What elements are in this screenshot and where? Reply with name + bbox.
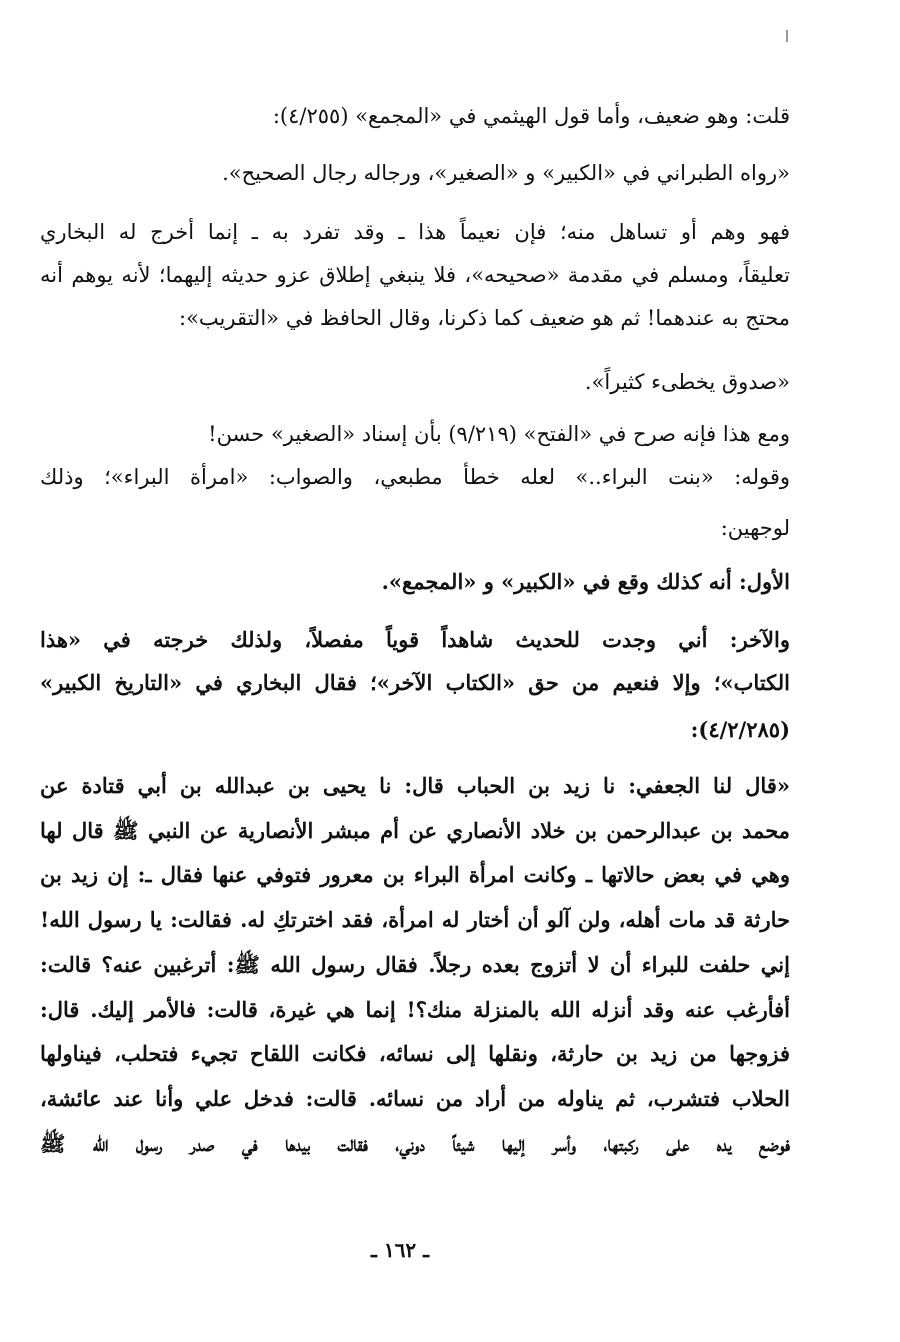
- hadith-line-8: الحلاب فتشرب، ثم يناوله من أراد من نسائه. قالت: فدخل علي وأنا عند عائشة،: [40, 1086, 790, 1111]
- hadith-line-5: إني حلفت للبراء أن لا أتزوج بعده رجلاً. فقال رسول الله ﷺ: أترغبين عنه؟ قالت:: [40, 952, 790, 977]
- point-second-line-2: الكتاب»؛ وإلا فنعيم من حق «الكتاب الآخر»؛ فقال البخاري في «التاريخ الكبير»: [40, 670, 790, 695]
- hadith-line-1: «قال لنا الجعفي: نا زيد بن الحباب قال: نا يحيى بن عبدالله بن أبي قتادة عن: [40, 773, 790, 798]
- hadith-line-2: محمد بن عبدالرحمن بن خلاد الأنصاري عن أم مبشر الأنصارية عن النبي ﷺ قال لها: [40, 818, 790, 843]
- point-second-line-3: (٤/٢/٢٨٥):: [690, 717, 790, 742]
- hadith-line-9: فوضع يده على ركبتها، وأسر إليها شيئاً دوني، فقالت بيدها في صدر رسول الله ﷺ: [40, 1131, 790, 1156]
- hadith-line-7: فزوجها من زيد بن حارثة، ونقلها إلى نسائه، فكانت اللقاح تجيء فتحلب، فيناولها: [40, 1041, 790, 1066]
- point-second-line-1: والآخر: أني وجدت للحديث شاهداً قوياً مفصلاً، ولذلك خرجته في «هذا: [40, 627, 790, 652]
- hadith-line-6: أفأرغب عنه وقد أنزله الله بالمنزلة منك؟! إنما هي غيرة، قالت: فالأمر إليك. قال:: [40, 997, 790, 1022]
- text-line-6: ومع هذا فإنه صرح في «الفتح» (٩/٢١٩) بأن إسناد «الصغير» حسن!: [208, 422, 790, 446]
- text-line-5: محتج به عندهما! ثم هو ضعيف كما ذكرنا، وقال الحافظ في «التقريب»:: [179, 306, 790, 330]
- hadith-line-3: وهي في بعض حالاتها ـ وكانت امرأة البراء بن معرور فتوفي عنها فقال ـ: إن زيد بن: [40, 862, 790, 887]
- text-line-4: تعليقاً، ومسلم في مقدمة «صحيحه»، فلا ينبغي إطلاق عزو حديثه إليهما؛ لأنه يوهم أنه: [40, 263, 790, 287]
- corner-mark: [786, 30, 788, 42]
- text-line-7: وقوله: «بنت البراء..» لعله خطأ مطبعي، والصواب: «امرأة البراء»؛ وذلك: [40, 465, 790, 489]
- text-line-3: فهو وهم أو تساهل منه؛ فإن نعيماً هذا ـ وقد تفرد به ـ إنما أخرج له البخاري: [40, 220, 790, 244]
- page-number: ـ ١٦٢ ـ: [371, 1238, 429, 1262]
- text-line-2: «رواه الطبراني في «الكبير» و «الصغير»، ورجاله رجال الصحيح».: [222, 161, 790, 185]
- hadith-line-4: حارثة قد مات أهله، ولن آلو أن أختار له امرأة، فقد اخترتكِ له. فقالت: يا رسول الله!: [40, 907, 790, 932]
- text-line-1: قلت: وهو ضعيف، وأما قول الهيثمي في «المجمع» (٤/٢٥٥):: [272, 104, 790, 128]
- point-first: الأول: أنه كذلك وقع في «الكبير» و «المجمع».: [381, 569, 790, 594]
- text-line-8: لوجهين:: [720, 516, 790, 540]
- quote-line-1: «صدوق يخطىء كثيراً».: [584, 370, 790, 394]
